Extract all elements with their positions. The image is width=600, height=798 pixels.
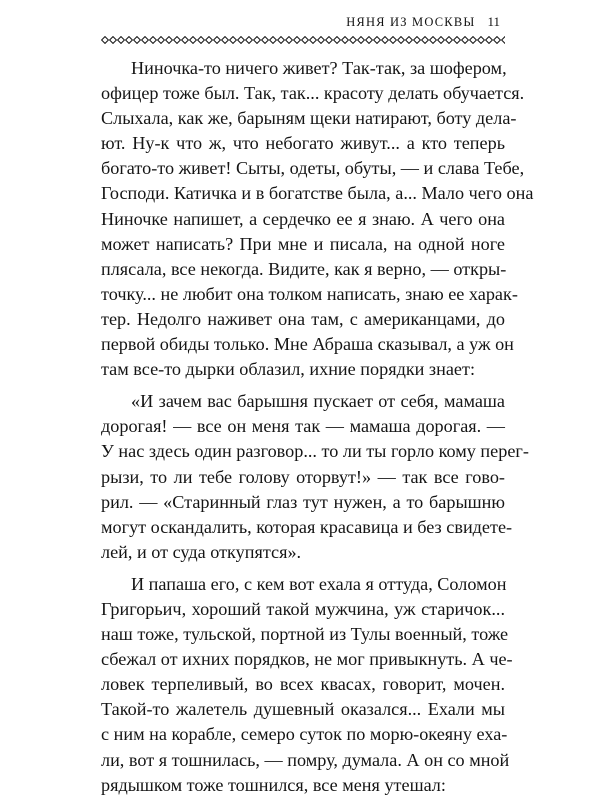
text-line: Слыхала, как же, барыням щеки натирают, боту дела-	[101, 108, 517, 129]
text-line: Господи. Катичка и в богатстве была, а... Мало чего она	[101, 183, 534, 204]
paragraph-spacer	[101, 565, 505, 572]
text-line: рядышком тоже тошнился, все меня утешал:	[101, 774, 446, 795]
paragraph-2	[101, 389, 529, 565]
ornament-rule	[101, 36, 505, 44]
running-title: НЯНЯ ИЗ МОСКВЫ	[346, 15, 476, 29]
text-line: там все-то дырки облазил, ихние порядки знает:	[101, 359, 475, 380]
text-line: первой обиды только. Мне Абраша сказывал, а уж он	[101, 334, 514, 355]
text-line: рызи, то ли тебе голову оторвут!» — так все гово-	[101, 466, 505, 487]
text-line: Ниночке напишет, а сердечко ее я знаю. А чего она	[101, 208, 505, 229]
text-line: с ним на корабле, семеро суток по морю-океяну еха-	[101, 724, 508, 745]
text-line: плясала, все некогда. Видите, как я верно, — откры-	[101, 258, 507, 279]
text-line: тер. Недолго наживет она там, с американцами, до	[101, 308, 505, 329]
text-line: ловек терпеливый, во всех квасах, говорит, мочен.	[101, 674, 505, 695]
text-line: могут оскандалить, которая красавица и без свидете-	[101, 516, 513, 537]
text-line: ли, вот я тошнилась, — помру, думала. А он со мной	[101, 749, 510, 770]
text-line: «И зачем вас барышня пускает от себя, мамаша	[131, 391, 505, 412]
text-line: У нас здесь один разговор... то ли ты горло кому перег-	[101, 441, 529, 462]
text-line: Ниночка-то ничего живет? Так-так, за шофером,	[131, 58, 507, 78]
text-line: сбежал от ихних порядков, не мог привыкнуть. А че-	[101, 649, 513, 670]
text-line: И папаша его, с кем вот ехала я оттуда, Соломон	[131, 573, 507, 594]
paragraph-1	[101, 56, 534, 382]
page-number: 11	[487, 14, 500, 29]
text-line: точку... не любит она толком написать, знаю ее харак-	[101, 283, 518, 304]
body-text	[101, 56, 534, 798]
text-line: ют. Ну-к что ж, что небогато живут... а кто теперь	[101, 133, 505, 154]
text-line: лей, и от суда откупятся».	[101, 541, 302, 562]
text-line: рил. — «Старинный глаз тут нужен, а то барышню	[101, 491, 505, 512]
text-line: может написать? При мне и писала, на одной ноге	[101, 233, 505, 254]
text-line: наш тоже, тульской, портной из Тулы военный, тоже	[101, 624, 509, 645]
text-line: дорогая! — все он меня так — мамаша дорогая. —	[101, 416, 505, 437]
paragraph-spacer	[101, 382, 505, 389]
text-line: Григорьич, хороший такой мужчина, уж старичок...	[101, 598, 505, 619]
paragraph-3	[101, 572, 513, 798]
text-line: Такой-то жалетель душевный оказался... Ехали мы	[101, 699, 505, 720]
running-head	[346, 14, 500, 34]
text-line: богато-то живет! Сыты, одеты, обуты, — и слава Тебе,	[101, 158, 525, 179]
text-line: офицер тоже был. Так, так... красоту делать обучается.	[101, 83, 525, 104]
